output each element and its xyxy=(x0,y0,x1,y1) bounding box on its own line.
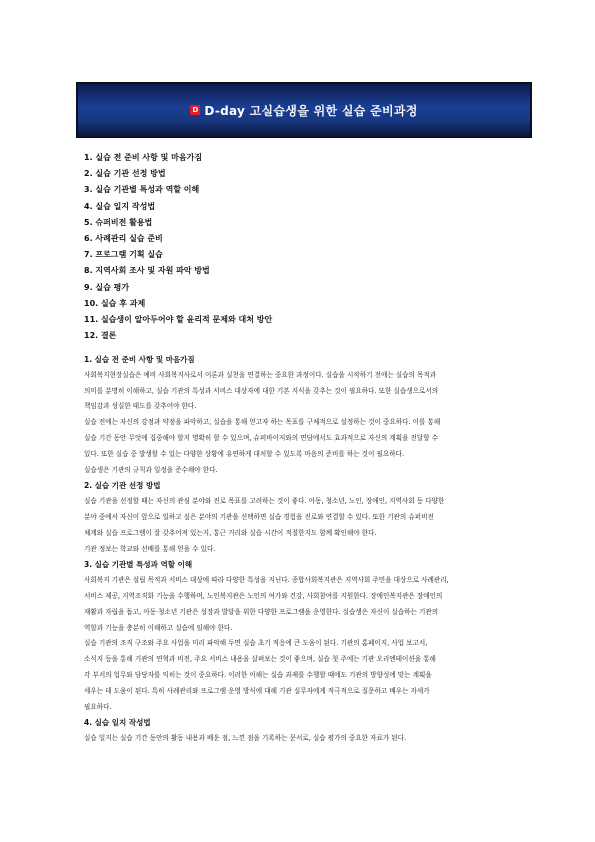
toc-item: 6. 사례관리 실습 준비 xyxy=(84,233,163,243)
paragraph-line: 실습 일지는 실습 기간 동안의 활동 내용과 배운 점, 느낀 점을 기록하는 문서로, 실습 평가의 중요한 자료가 된다. xyxy=(84,734,407,743)
section-4 xyxy=(84,715,512,747)
paragraph-line: 실습 기간 동안 무엇에 집중해야 할지 명확히 할 수 있으며, 슈퍼바이저와의 면담에서도 효과적으로 자신의 계획을 전달할 수 xyxy=(84,433,439,442)
section-heading: 4. 실습 일지 작성법 xyxy=(84,718,151,728)
toc-item: 7. 프로그램 기획 실습 xyxy=(84,250,163,260)
paragraph-line: 사회복지현장실습은 예비 사회복지사로서 이론과 실천을 연결하는 중요한 과정이다. 실습을 시작하기 전에는 실습의 목적과 xyxy=(84,370,437,379)
paragraph-line: 역할과 기능을 충분히 이해하고 실습에 임해야 한다. xyxy=(84,623,233,632)
paragraph-line: 서비스 제공, 지역조직화 기능을 수행하며, 노인복지관은 노인의 여가와 건강, 사회참여를 지원한다. 장애인복지관은 장애인의 xyxy=(84,591,443,600)
document-title: D-day 고실습생을 위한 실습 준비과정 xyxy=(204,103,418,118)
paragraph-line: 소식지 등을 통해 기관의 연혁과 비전, 주요 서비스 내용을 살펴보는 것이 좋으며, 실습 첫 주에는 기관 오리엔테이션을 통해 xyxy=(84,655,436,664)
toc-item: 8. 지역사회 조사 및 자원 파악 방법 xyxy=(84,266,210,276)
table-of-contents xyxy=(84,150,514,344)
toc-item: 10. 실습 후 과제 xyxy=(84,298,146,308)
paragraph-line: 체계와 실습 프로그램이 잘 갖추어져 있는지, 통근 거리와 실습 시간이 적절한지도 함께 확인해야 한다. xyxy=(84,528,377,537)
paragraph-line: 각 부서의 업무와 담당자를 익히는 것이 중요하다. 이러한 이해는 실습 과제를 수행할 때에도 기관의 방향성에 맞는 계획을 xyxy=(84,670,432,679)
toc-item: 5. 슈퍼비전 활용법 xyxy=(84,217,153,227)
toc-item: 9. 실습 평가 xyxy=(84,282,130,292)
paragraph-line: 실습 기관의 조직 구조와 주요 사업을 미리 파악해 두면 실습 초기 적응에 큰 도움이 된다. 기관의 홈페이지, 사업 보고서, xyxy=(84,639,428,648)
paragraph-line: 재활과 자립을 돕고, 아동·청소년 기관은 성장과 발달을 위한 다양한 프로그램을 운영한다. 실습생은 자신이 실습하는 기관의 xyxy=(84,607,439,616)
toc-item: 11. 실습생이 알아두어야 할 윤리적 문제와 대처 방안 xyxy=(84,314,273,324)
paragraph-line: 실습 기관을 선정할 때는 자신의 관심 분야와 진로 목표를 고려하는 것이 좋다. 아동, 청소년, 노인, 장애인, 지역사회 등 다양한 xyxy=(84,497,445,506)
paragraph-line: 기관 정보는 학교와 선배를 통해 얻을 수 있다. xyxy=(84,544,216,553)
banner-content xyxy=(190,102,417,119)
toc-item: 1. 실습 전 준비 사항 및 마음가짐 xyxy=(84,153,203,162)
paragraph-line: 의미를 분명히 이해하고, 실습 기관의 특성과 서비스 대상자에 대한 기본 지식을 갖추는 것이 필요하다. 또한 실습생으로서의 xyxy=(84,386,439,395)
paragraph-line: 있다. 또한 실습 중 발생할 수 있는 다양한 상황에 유연하게 대처할 수 있도록 마음의 준비를 하는 것이 필요하다. xyxy=(84,449,405,458)
paragraph-line: 필요하다. xyxy=(84,702,112,711)
paragraph-line: 실습생은 기관의 규칙과 일정을 준수해야 한다. xyxy=(84,465,218,474)
paragraph-line: 책임감과 성실한 태도를 갖추어야 한다. xyxy=(84,402,197,411)
toc-item: 4. 실습 일지 작성법 xyxy=(84,201,156,211)
toc-item: 12. 결론 xyxy=(84,331,117,341)
paragraph-line: 실습 전에는 자신의 강점과 약점을 파악하고, 실습을 통해 얻고자 하는 목표를 구체적으로 설정하는 것이 중요하다. 이를 통해 xyxy=(84,418,441,427)
paragraph-line: 사회복지 기관은 설립 목적과 서비스 대상에 따라 다양한 특성을 지닌다. 종합사회복지관은 지역사회 주민을 대상으로 사례관리, xyxy=(84,576,449,585)
section-3 xyxy=(84,557,512,715)
section-heading: 3. 실습 기관별 특성과 역할 이해 xyxy=(84,560,193,570)
section-1 xyxy=(84,352,512,478)
section-heading: 1. 실습 전 준비 사항 및 마음가짐 xyxy=(84,355,195,364)
section-heading: 2. 실습 기관 선정 방법 xyxy=(84,481,161,491)
section-2 xyxy=(84,478,512,557)
dday-badge: D xyxy=(190,105,200,115)
toc-item: 3. 실습 기관별 특성과 역할 이해 xyxy=(84,185,200,195)
toc-item: 2. 실습 기관 선정 방법 xyxy=(84,169,166,179)
document-body xyxy=(84,352,512,747)
title-banner xyxy=(76,82,532,138)
paragraph-line: 세우는 데 도움이 된다. 특히 사례관리와 프로그램 운영 방식에 대해 기관 실무자에게 적극적으로 질문하고 배우는 자세가 xyxy=(84,686,430,695)
paragraph-line: 분야 중에서 자신이 앞으로 일하고 싶은 분야의 기관을 선택하면 실습 경험을 진로와 연결할 수 있다. 또한 기관의 슈퍼비전 xyxy=(84,512,434,521)
